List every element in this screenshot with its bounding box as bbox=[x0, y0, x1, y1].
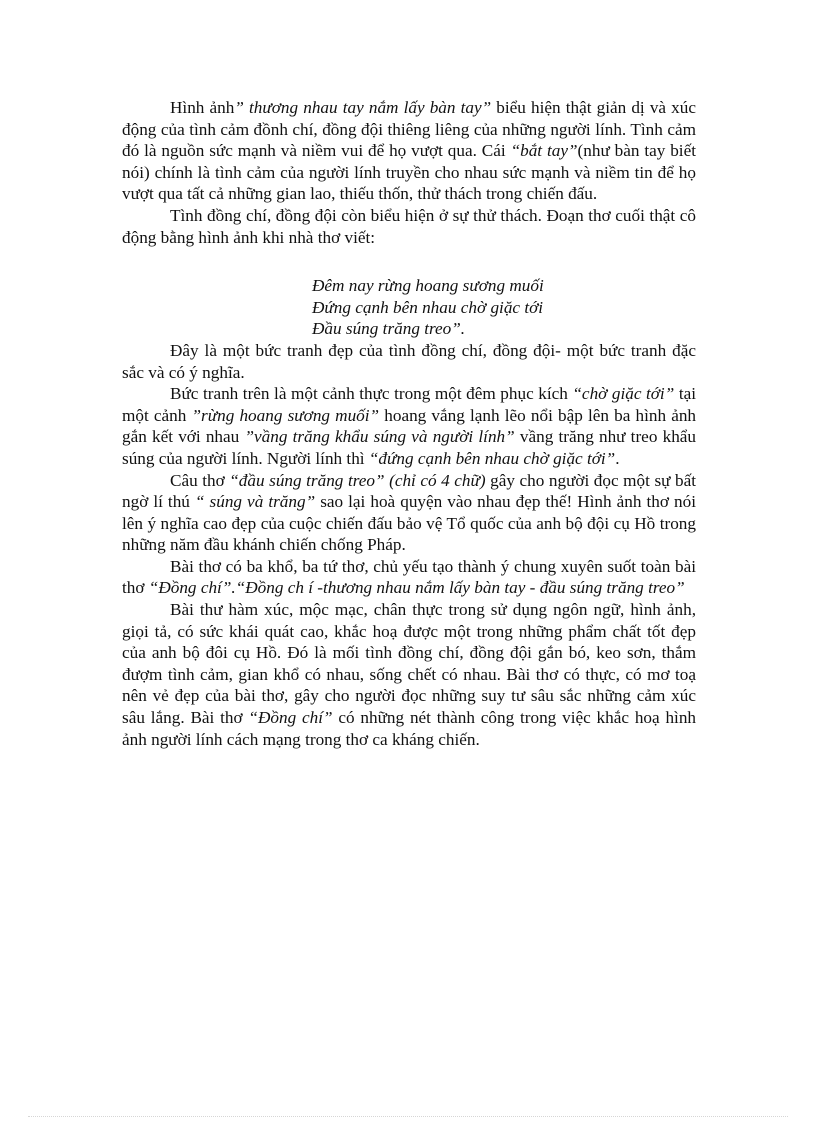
poem-line: Đứng cạnh bên nhau chờ giặc tới bbox=[312, 297, 544, 317]
text: sao lại hoà quyện vào nhau đẹp thế! Hình ảnh thơ nói lên ý nghĩa cao đẹp của cuộc chiến đấu bảo vệ Tổ quốc của anh bộ đội cụ Hồ trong những năm đầu khánh chiến chống Pháp. bbox=[122, 492, 696, 555]
paragraph-2: Tình đồng chí, đồng đội còn biểu hiện ở sự thử thách. Đoạn thơ cuối thật cô động bằng hình ảnh khi nhà thơ viết: bbox=[122, 205, 696, 247]
quote: “Đồng chí”.“Đồng ch í -thương nhau nắm lấy bàn tay - đầu súng trăng treo” bbox=[148, 578, 685, 598]
quote: “chờ giặc tới” bbox=[572, 384, 675, 404]
text: (như bàn tay biết nói) chính là tình cảm của người lính truyền cho nhau sức mạnh và niềm tin để họ vượt qua tất cả những gian lao, thiếu thốn, thử thách trong chiến đấu. bbox=[122, 141, 696, 204]
text: có những nét thành công trong việc khắc hoạ hình ảnh người lính cách mạng trong thơ ca kháng chiến. bbox=[122, 708, 697, 749]
paragraph-3: Đây là một bức tranh đẹp của tình đồng chí, đồng đội- một bức tranh đặc sắc và có ý nghĩa. bbox=[122, 340, 696, 382]
text: gây cho người đọc một sự bất ngờ lí thú bbox=[122, 470, 696, 512]
paragraph-1 bbox=[122, 97, 696, 205]
quote: ”vầng trăng khẩu súng và người lính” bbox=[244, 427, 515, 447]
paragraph-5 bbox=[122, 470, 696, 556]
quote: “đứng cạnh bên nhau chờ giặc tới” bbox=[368, 448, 616, 468]
text: Hình ảnh bbox=[170, 98, 235, 117]
quote: “Đồng chí” bbox=[248, 708, 333, 728]
text: hoang vắng lạnh lẽo nổi bập lên ba hình ảnh gắn kết với nhau bbox=[122, 405, 697, 447]
paragraph-7 bbox=[122, 599, 696, 750]
text: Câu thơ bbox=[170, 470, 230, 490]
text: Bài thư hàm xúc, mộc mạc, chân thực trong sử dụng ngôn ngữ, hình ảnh, giọi tả, có sức khái quát cao, khắc hoạ được một trong những phẩm chất tốt đẹp của anh bộ đôi cụ Hồ. Đó là mối tình đồng chí, đồng đội gắn bó, keo sơn, thắm đượm tình cảm, gian khổ có nhau, sống chết có nhau. Bài thơ có thực, có mơ toạ nên vẻ đẹp của bài thơ, gây cho người đọc những suy tư sâu sắc những cảm xúc sâu lắng. Bài thơ bbox=[122, 600, 696, 728]
paragraph-4 bbox=[122, 383, 696, 469]
poem-line: Đêm nay rừng hoang sương muối bbox=[312, 276, 544, 296]
quote: ”rừng hoang sương muối” bbox=[191, 405, 380, 425]
quote: “bắt tay” bbox=[510, 141, 578, 161]
quote: ” thương nhau tay nắm lấy bàn tay” bbox=[234, 98, 492, 117]
text: Bức tranh trên là một cảnh thực trong một đêm phục kích bbox=[170, 384, 573, 404]
poem-excerpt bbox=[312, 275, 696, 340]
text: tại một cảnh bbox=[122, 384, 696, 425]
poem-line: Đầu súng trăng treo”. bbox=[312, 319, 466, 339]
quote: “đầu súng trăng treo” (chỉ có 4 chữ) bbox=[229, 470, 486, 490]
page-bottom-rule bbox=[28, 1116, 788, 1117]
text: biểu hiện thật giản dị và xúc động của tình cảm đồnh chí, đồng đội thiêng liêng của những người lính. Tình cảm đó là nguồn sức mạnh và niềm vui để họ vượt qua. Cái bbox=[122, 98, 696, 161]
quote: “ súng và trăng” bbox=[194, 492, 316, 512]
text: . bbox=[615, 448, 620, 468]
text: vầng trăng như treo khẩu súng của người lính. Người lính thì bbox=[122, 427, 697, 468]
paragraph-6 bbox=[122, 556, 696, 599]
text: Bài thơ có ba khổ, ba tứ thơ, chủ yếu tạo thành ý chung xuyên suốt toàn bài thơ bbox=[122, 556, 696, 598]
